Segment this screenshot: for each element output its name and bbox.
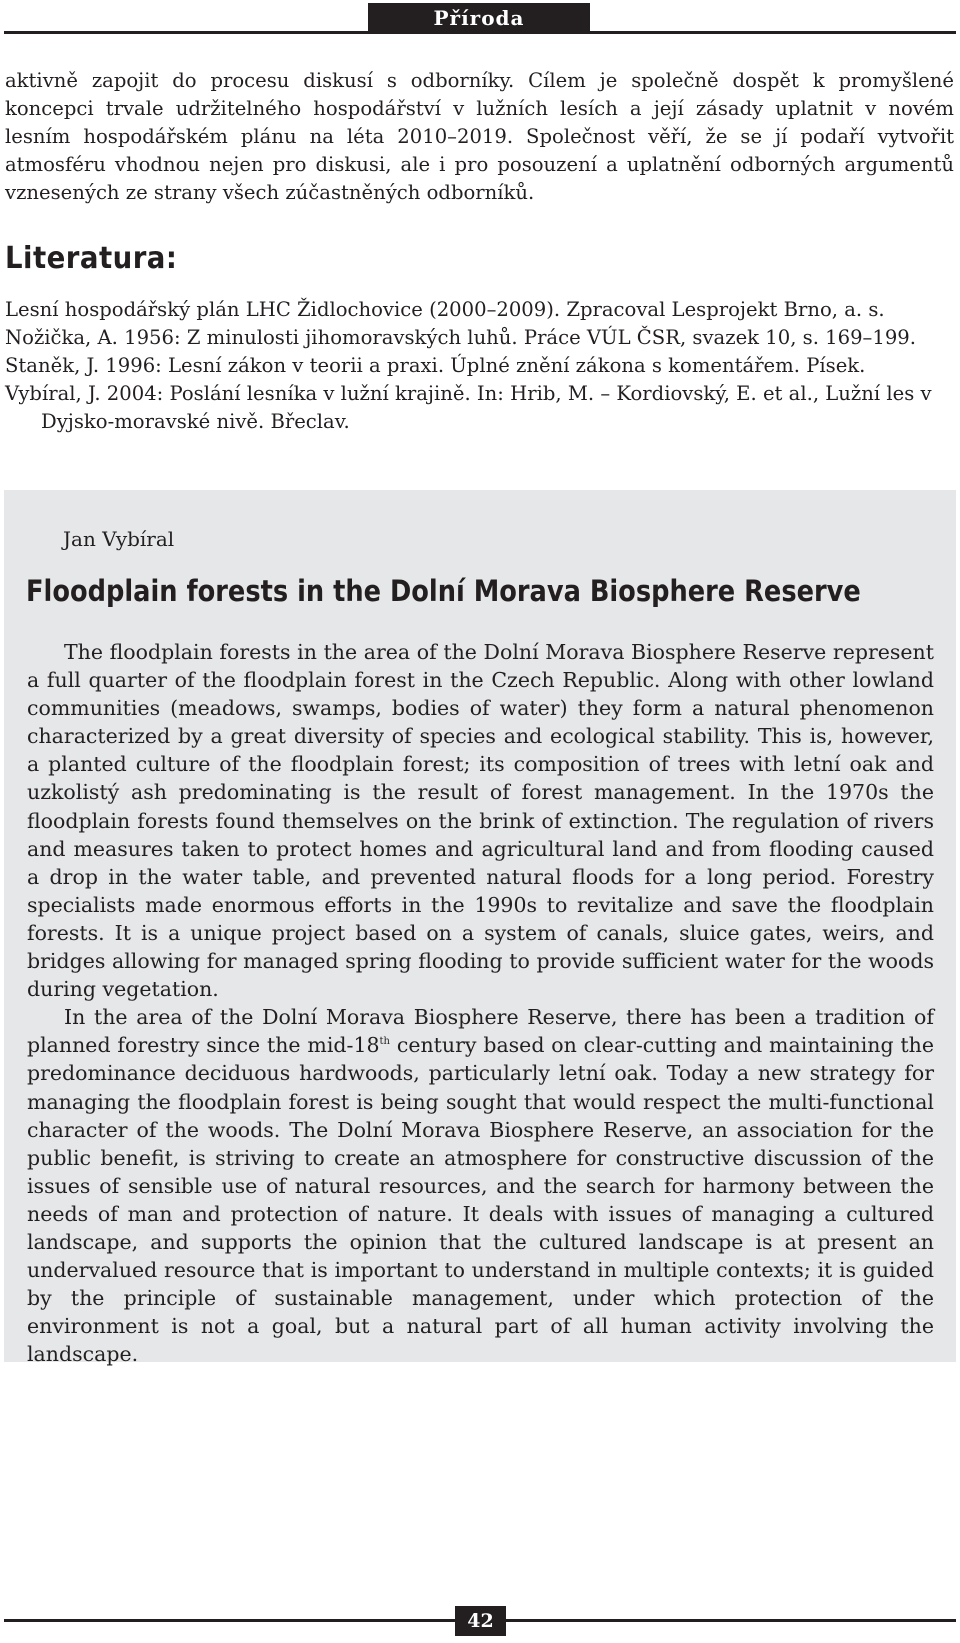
section-header: Příroda (368, 3, 590, 32)
literature-heading: Literatura: (5, 241, 178, 276)
body-text-span: century based on clear-cutting and maintaining the predominance deciduous hardwoods, particularly letní oak. Today a new strategy for managing the floodplain forest is being sought that would respect the multi-functional character of the woods. The Dolní Morava Biosphere Reserve, an association for the public benefit, is striving to create an atmosphere for constructive discussion of the issues of sensible use of natural resources, and the search for harmony between the needs of man and protection of nature. It deals with issues of managing a cultured landscape, and supports the opinion that the cultured landscape is at present an undervalued resource that is important to understand in multiple contexts; it is guided by the principle of sustainable management, under which protection of the environment is not a goal, but a natural part of all human activity involving the landscape. (27, 1033, 934, 1367)
page-number: 42 (455, 1606, 506, 1636)
intro-paragraph: aktivně zapojit do procesu diskusí s odborníky. Cílem je společně dospět k promyšlené koncepci trvale udržitelného hospodářství v lužních lesích a její zásady uplatnit v novém lesním hospodářském plánu na léta 2010–2019. Společnost věří, že se jí podaří vytvořit atmosféru vhodnou nejen pro diskusi, ale i pro posouzení a uplatnění odborných argumentů vznesených ze strany všech zúčastněných odborníků. (5, 69, 954, 204)
body-paragraph (27, 1003, 934, 1368)
reference-item: Nožička, A. 1956: Z minulosti jihomoravských luhů. Práce VÚL ČSR, svazek 10, s. 169–199. (5, 326, 916, 349)
article-title: Floodplain forests in the Dolní Morava Biosphere Reserve (26, 574, 861, 608)
reference-list (5, 296, 955, 436)
reference-item: Staněk, J. 1996: Lesní zákon v teorii a praxi. Úplné znění zákona s komentářem. Písek. (5, 354, 866, 377)
body-text-span: In the area of the Dolní Morava Biosphere Reserve, there has been a tradition of planned forestry since the mid-18 (27, 1005, 934, 1058)
body-paragraph: The floodplain forests in the area of the Dolní Morava Biosphere Reserve represent a full quarter of the floodplain forest in the Czech Republic. Along with other lowland communities (meadows, swamps, bodies of water) they form a natural phenomenon characterized by a great diversity of species and ecological stability. This is, however, a planted culture of the floodplain forest; its composition of trees with letní oak and uzkolistý ash predominating is the result of forest management. In the 1970s the floodplain forests found themselves on the brink of extinction. The regulation of rivers and measures taken to protect homes and agricultural land and from flooding caused a drop in the water table, and prevented natural floods for a long period. Forestry specialists made enormous efforts in the 1990s to revitalize and save the floodplain forests. It is a unique project based on a system of canals, sluice gates, weirs, and bridges allowing for managed spring flooding to provide sufficient water for the woods during vegetation. (27, 640, 934, 1002)
article-body (27, 638, 934, 1368)
header-rule (4, 31, 956, 34)
article-author: Jan Vybíral (63, 527, 175, 551)
ordinal-superscript: th (379, 1036, 390, 1048)
reference-item: Vybíral, J. 2004: Poslání lesníka v lužní krajině. In: Hrib, M. – Kordiovský, E. et al., Lužní les v Dyjsko-moravské nivě. Břeclav. (5, 382, 932, 433)
reference-item: Lesní hospodářský plán LHC Židlochovice (2000–2009). Zpracoval Lesprojekt Brno, a. s. (5, 298, 885, 321)
